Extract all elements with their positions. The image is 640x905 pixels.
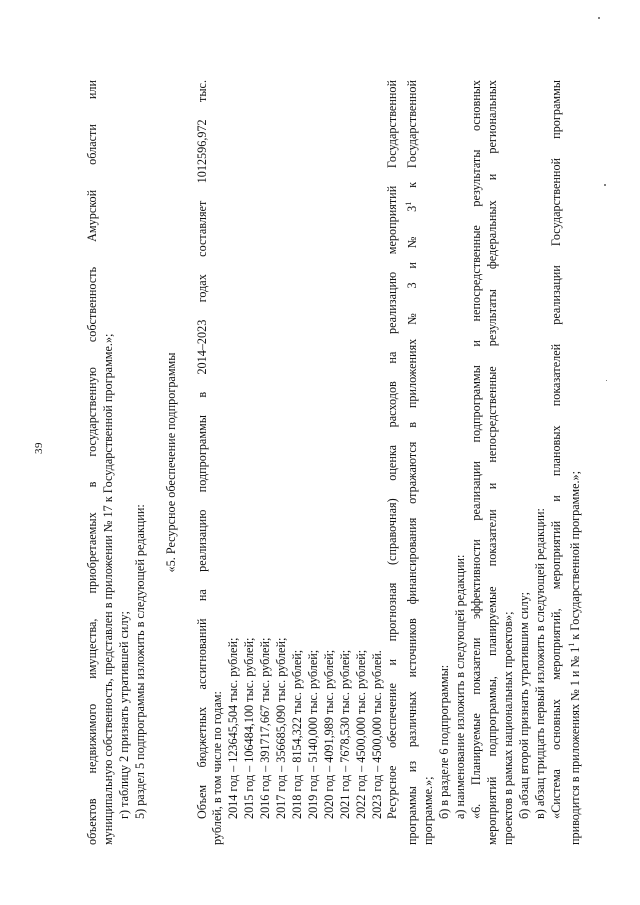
text-fragment: программы из различных источников финансирования отражаются в приложениях № 3 и № 3	[405, 205, 420, 845]
paragraph-line: программе.»;	[421, 776, 436, 845]
paragraph-line: рублей, в том числе по годам:	[210, 691, 225, 845]
paragraph-line: б) в разделе 6 подпрограммы:	[437, 664, 452, 819]
page-number: 39	[33, 442, 45, 454]
paragraph-line: «Система основных мероприятий, мероприятий и плановых показателей реализации Государственной программы	[548, 80, 563, 819]
paragraph-line: «6. Планируемые показатели эффективности реализации подпрограммы и непосредственные результаты основных	[469, 80, 483, 819]
scan-speck	[606, 380, 607, 381]
year-line: 2016 год – 391717,667 тыс. рублей;	[258, 637, 273, 819]
paragraph-line: Ресурсное обеспечение и прогнозная (справочная) оценка расходов на реализацию мероприятий Государственной	[385, 80, 400, 819]
paragraph-line: г) таблицу 2 признать утратившей силу;	[116, 611, 131, 819]
paragraph-line: а) наименование изложить в следующей редакции:	[453, 554, 468, 819]
year-line: 2023 год – 4500,000 тыс. рублей.	[369, 650, 384, 819]
scan-speck	[604, 184, 606, 186]
document-body	[85, 80, 584, 845]
paragraph-line: проектов в рамках национальных проектов»;	[500, 611, 515, 845]
text-fragment: приводится в приложениях № 1 и № 1	[568, 646, 583, 845]
scan-speck	[598, 17, 600, 19]
year-line: 2022 год – 4500,000 тыс. рублей;	[353, 649, 368, 819]
paragraph-line	[401, 80, 421, 845]
year-line: 2019 год – 5140,000 тыс. рублей;	[305, 649, 320, 819]
superscript: 1	[404, 201, 414, 206]
superscript: 1	[567, 642, 577, 647]
year-line: 2018 год – 8154,322 тыс. рублей;	[289, 649, 304, 819]
paragraph-line: муниципальную собственность, представлен в приложении № 17 к Государственной программе.»;	[100, 333, 115, 845]
year-line: 2021 год – 7678,530 тыс. рублей;	[337, 649, 352, 819]
paragraph-line: объектов недвижимого имущества, приобретаемых в государственную собственность Амурской области или	[85, 80, 99, 845]
paragraph-line	[564, 80, 584, 845]
year-line: 2015 год – 106484,100 тыс. рублей;	[242, 637, 257, 819]
paragraph-line: мероприятий подпрограммы, планируемые показатели и непосредственные результаты федеральных и региональных	[484, 80, 499, 845]
text-fragment: к Государственной программе.»;	[568, 470, 583, 643]
year-line: 2020 год – 4091,989 тыс. рублей;	[321, 649, 336, 819]
text-fragment: к Государственной	[405, 80, 420, 202]
section-heading: «5. Ресурсное обеспечение подпрограммы	[163, 352, 178, 573]
paragraph-line: в) абзац тридцать первый изложить в следующей редакции:	[532, 508, 547, 819]
paragraph-line: Объем бюджетных ассигнований на реализацию подпрограммы в 2014–2023 годах составляет 1012596,972 тыс.	[194, 80, 209, 819]
year-line: 2014 год – 123645,504 тыс. рублей;	[226, 637, 241, 819]
paragraph-line: б) абзац второй признать утратившим силу;	[516, 591, 531, 819]
paragraph-line: 5) раздел 5 подпрограммы изложить в следующей редакции:	[132, 504, 147, 819]
year-line: 2017 год – 356685,090 тыс. рублей;	[274, 637, 289, 819]
